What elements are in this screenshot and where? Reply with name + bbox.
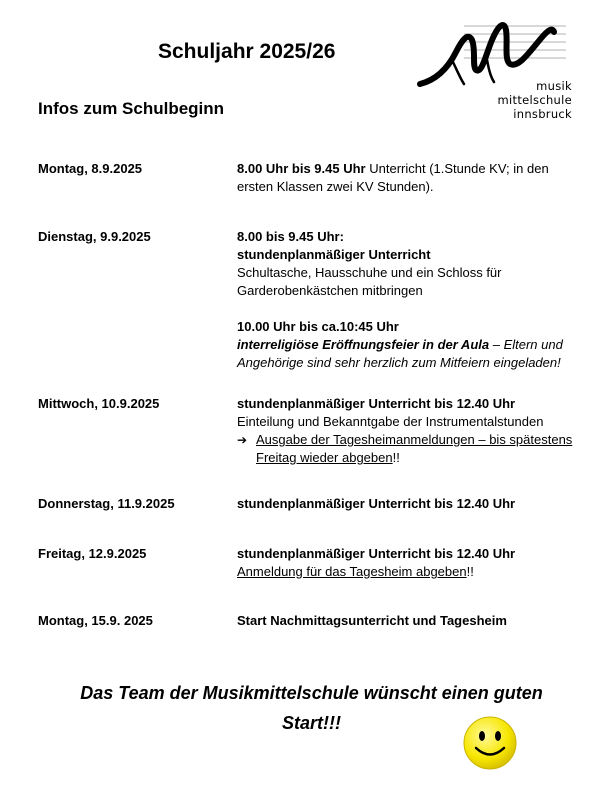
notice-row (237, 449, 593, 467)
detail-text: – Eltern und (489, 337, 563, 352)
detail-text: Einteilung und Bekanntgabe der Instrumentalstunden (237, 414, 544, 429)
time-range: 8.00 Uhr bis 9.45 Uhr (237, 161, 366, 176)
event-title: interreligiöse Eröffnungsfeier in der Aula (237, 337, 490, 352)
page-title: Schuljahr 2025/26 (158, 40, 336, 63)
detail-text: Unterricht (1.Stunde KV; in den (365, 161, 549, 176)
arrow-right-icon: ➔ (237, 433, 248, 447)
detail-heading: stundenplanmäßiger Unterricht bis 12.40 Uhr (237, 396, 516, 411)
notice-suffix: !! (466, 564, 474, 579)
notice-text: Freitag wieder abgeben (256, 450, 393, 465)
detail-heading: stundenplanmäßiger Unterricht bis 12.40 Uhr (237, 546, 516, 561)
school-logo (416, 14, 574, 124)
closing-line-1: Das Team der Musikmittelschule wünscht einen guten (80, 683, 543, 703)
day-label: Freitag, 12.9.2025 (38, 546, 147, 561)
logo-line-1: musik (536, 79, 572, 93)
time-range: 10.00 Uhr bis ca.10:45 Uhr (237, 319, 399, 334)
logo-text (482, 79, 572, 121)
logo-line-2: mittelschule (497, 93, 572, 107)
day-details (237, 228, 593, 372)
notice-row (237, 431, 593, 449)
day-details (237, 495, 593, 513)
day-label: Mittwoch, 10.9.2025 (38, 396, 160, 411)
logo-line-3: innsbruck (513, 107, 572, 121)
notice-text: Anmeldung für das Tagesheim abgeben (237, 564, 467, 579)
detail-heading: Start Nachmittagsunterricht und Tagesheim (237, 613, 507, 628)
day-label: Dienstag, 9.9.2025 (38, 229, 151, 244)
day-details (237, 160, 593, 196)
day-details (237, 395, 593, 467)
day-label: Montag, 15.9. 2025 (38, 613, 153, 628)
detail-text: Garderobenkästchen mitbringen (237, 283, 423, 298)
notice-suffix: !! (392, 450, 400, 465)
time-range: 8.00 bis 9.45 Uhr: (237, 229, 344, 244)
closing-line-2: Start!!! (282, 713, 341, 733)
detail-text: Angehörige sind sehr herzlich zum Mitfeiern eingeladen! (237, 355, 561, 370)
detail-text: ersten Klassen zwei KV Stunden). (237, 179, 434, 194)
smiley-icon (462, 715, 518, 771)
page-subtitle: Infos zum Schulbeginn (38, 99, 225, 118)
detail-text: Schultasche, Hausschuhe und ein Schloss für (237, 265, 502, 280)
day-label: Montag, 8.9.2025 (38, 161, 143, 176)
detail-heading: stundenplanmäßiger Unterricht bis 12.40 Uhr (237, 496, 516, 511)
notice-text: Ausgabe der Tagesheimanmeldungen – bis spätestens (256, 432, 573, 447)
day-details (237, 612, 593, 630)
detail-heading: stundenplanmäßiger Unterricht (237, 247, 431, 262)
day-details (237, 545, 593, 581)
day-label: Donnerstag, 11.9.2025 (38, 496, 175, 511)
